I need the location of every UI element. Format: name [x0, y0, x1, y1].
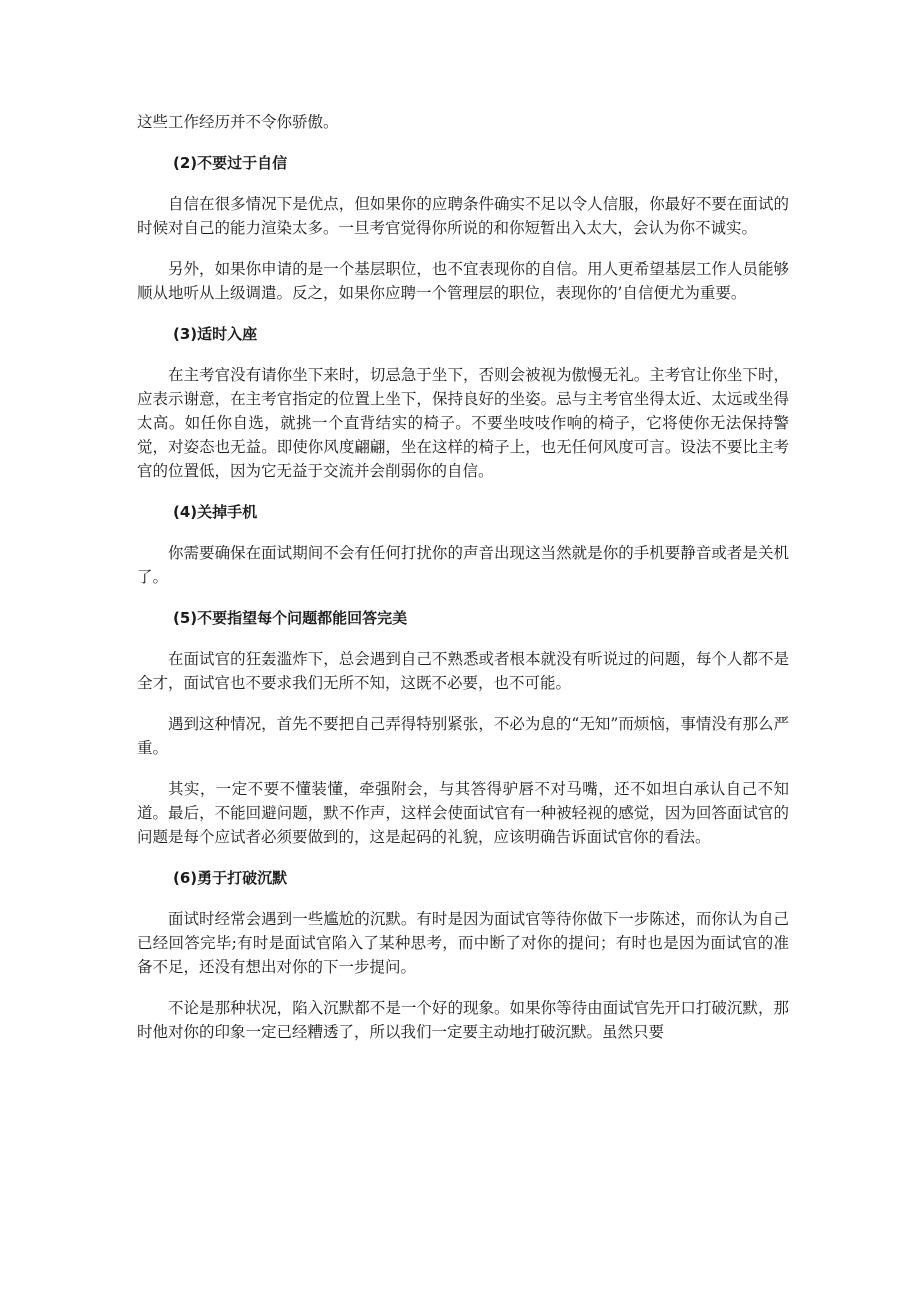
section-heading-2: (2)不要过于自信: [173, 154, 288, 172]
paragraph: 你需要确保在面试期间不会有任何打扰你的声音出现这当然就是你的手机要静音或者是关机了。: [137, 544, 789, 586]
paragraph: 另外，如果你申请的是一个基层职位，也不宜表现你的自信。用人更希望基层工作人员能够顺从地听从上级调遣。反之，如果你应聘一个管理层的职位，表现你的’自信便尤为重要。: [137, 260, 789, 302]
paragraph: 遇到这种情况，首先不要把自己弄得特别紧张，不必为息的“无知”而烦恼，事情没有那么严重。: [137, 715, 789, 757]
section-heading-4: (4)关掉手机: [173, 503, 258, 521]
paragraph: 不论是那种状况，陷入沉默都不是一个好的现象。如果你等待由面试官先开口打破沉默，那时他对你的印象一定已经糟透了，所以我们一定要主动地打破沉默。虽然只要: [137, 999, 789, 1041]
paragraph: 在面试官的狂轰滥炸下，总会遇到自己不熟悉或者根本就没有听说过的问题，每个人都不是全才，面试官也不要求我们无所不知，这既不必要，也不可能。: [137, 650, 789, 692]
section-heading-6: (6)勇于打破沉默: [173, 869, 288, 887]
paragraph: 其实，一定不要不懂装懂，牵强附会，与其答得驴唇不对马嘴，还不如坦白承认自己不知道。最后，不能回避问题，默不作声，这样会使面试官有一种被轻视的感觉，因为回答面试官的问题是每个应试者必须要做到的，这是起码的礼貌，应该明确告诉面试官你的看法。: [137, 780, 789, 846]
paragraph-continued: 这些工作经历并不令你骄傲。: [137, 113, 339, 131]
paragraph: 自信在很多情况下是优点，但如果你的应聘条件确实不足以令人信服，你最好不要在面试的时候对自己的能力渲染太多。一旦考官觉得你所说的和你短暂出入太大，会认为你不诚实。: [137, 195, 789, 237]
paragraph: 面试时经常会遇到一些尴尬的沉默。有时是因为面试官等待你做下一步陈述，而你认为自己已经回答完毕;有时是面试官陷入了某种思考，而中断了对你的提问；有时也是因为面试官的准备不足，还没有想出对你的下一步提问。: [137, 910, 789, 976]
paragraph: 在主考官没有请你坐下来时，切忌急于坐下，否则会被视为傲慢无礼。主考官让你坐下时，应表示谢意，在主考官指定的位置上坐下，保持良好的坐姿。忌与主考官坐得太近、太远或坐得太高。如任你自选，就挑一个直背结实的椅子。不要坐吱吱作响的椅子，它将使你无法保持警觉，对姿态也无益。即使你风度翩翩，坐在这样的椅子上，也无任何风度可言。设法不要比主考官的位置低，因为它无益于交流并会削弱你的自信。: [137, 366, 789, 480]
section-heading-3: (3)适时入座: [173, 325, 258, 343]
section-heading-5: (5)不要指望每个问题都能回答完美: [173, 609, 408, 627]
document-page: [137, 110, 789, 1061]
